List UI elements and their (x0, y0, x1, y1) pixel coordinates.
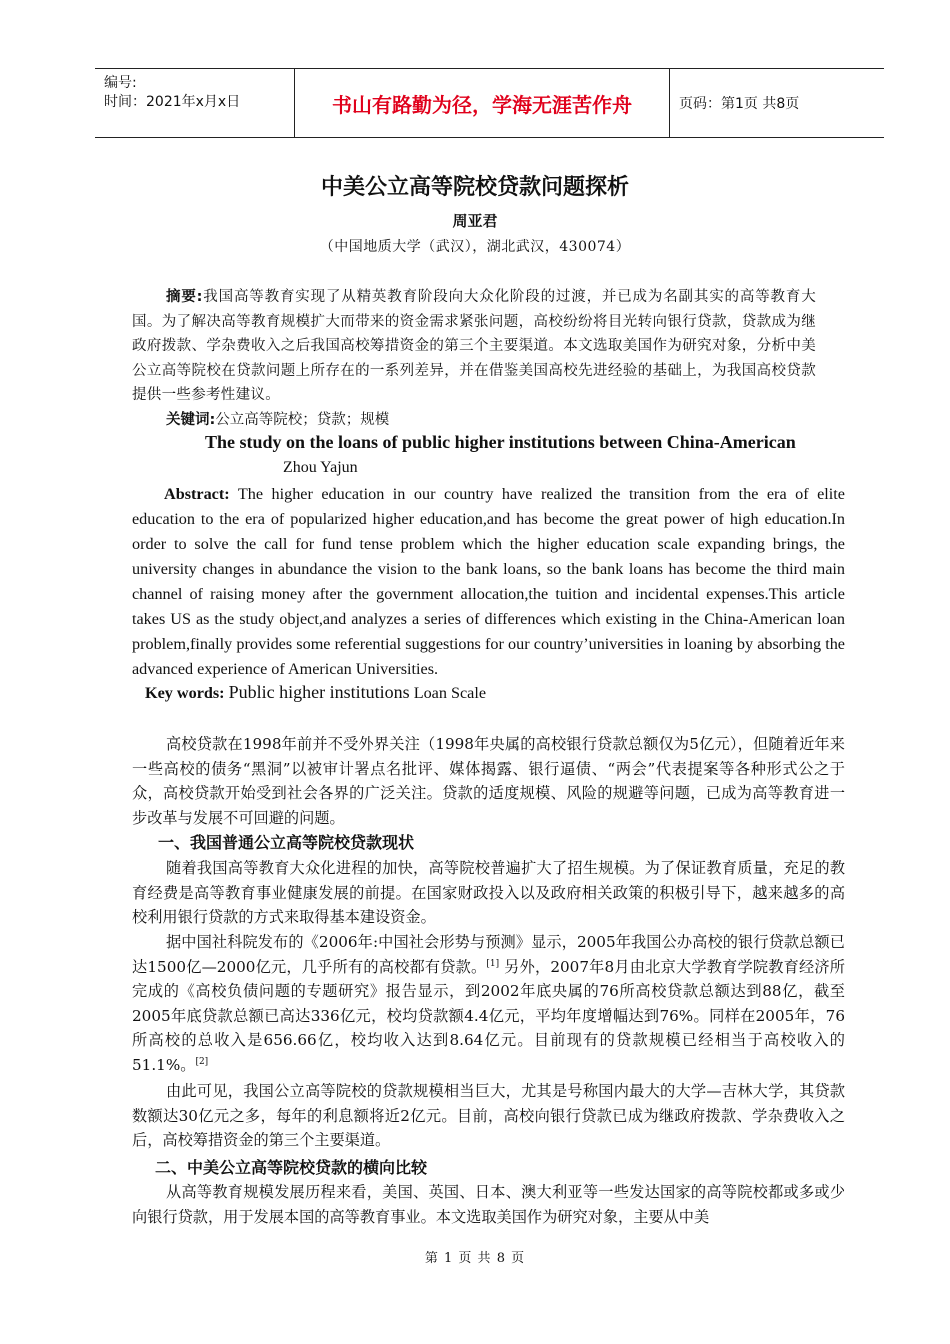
citation-2: [2] (195, 1056, 209, 1067)
header-motto-cell (294, 69, 670, 137)
en-keywords-rest: Loan Scale (409, 684, 487, 702)
cn-keywords (166, 408, 389, 429)
body-paragraph-2: 随着我国高等教育大众化进程的加快，高等院校普遍扩大了招生规模。为了保证教育质量，充足的教育经费是高等教育事业健康发展的前提。在国家财政投入以及政府相关政策的积极引导下，越来越多的高校利用银行贷款的方式来取得基本建设资金。 (132, 859, 845, 926)
body-paragraph-4: 由此可见，我国公立高等院校的贷款规模相当巨大，尤其是号称国内最大的大学—吉林大学，其贷款数额达30亿元之多，每年的利息额将近2亿元。目前，高校向银行贷款已成为继政府拨款、学杂费收入之后，高校筹措资金的第三个主要渠道。 (132, 1082, 845, 1149)
en-abstract-label: Abstract: (164, 485, 230, 503)
paper-title: 中美公立高等院校贷款问题探析 (320, 175, 629, 200)
cn-abstract-label: 摘要: (166, 289, 203, 305)
header-motto: 书山有路勤为径，学海无涯苦作舟 (332, 93, 632, 117)
cn-keywords-text: 公立高等院校；贷款；规模 (215, 412, 390, 428)
citation-1: [1] (486, 958, 500, 969)
cn-keywords-label: 关键词: (166, 412, 216, 428)
paper-affiliation: （中国地质大学（武汉），湖北武汉，430074） (319, 239, 631, 255)
section-heading-1: 一、我国普通公立高等院校贷款现状 (158, 833, 415, 852)
body-paragraph-3 (132, 930, 845, 1077)
header-page-cell (669, 69, 884, 137)
en-abstract-text: The higher education in our country have realized the transition from the era of elite education to the era of popularized higher education,and has become the great power of high education.In order to solve the call for fund tense problem which the higher education scale expanding brings, the university changes in abundance the vision to the bank loans, so the bank loans has become the third main channel of raising money after the government allocation,the tuition and incidental expenses.This article takes US as the study object,and analyzes a series of differences which existing in the China-American loan problem,finally provides some referential suggestions for our country’universities in loaning by absorbing the advanced experience of American Universities. (132, 485, 845, 678)
en-author: Zhou Yajun (283, 459, 358, 476)
paper-author: 周亚君 (452, 212, 498, 230)
body-paragraph-1: 高校贷款在1998年前并不受外界关注（1998年央属的高校银行贷款总额仅为5亿元），但随着近年来一些高校的债务“黑洞”以被审计署点名批评、媒体揭露、银行逼债、“两会”代表提案等各种形式公之于众，高校贷款开始受到社会各界的广泛关注。贷款的适度规模、风险的规避等问题，已成为高等教育进一步改革与发展不可回避的问题。 (132, 735, 845, 827)
page-header (95, 68, 884, 138)
en-keywords (145, 682, 486, 703)
page-footer: 第 1 页 共 8 页 (424, 1251, 526, 1266)
en-abstract (132, 482, 845, 682)
body-paragraph-5: 从高等教育规模发展历程来看，美国、英国、日本、澳大利亚等一些发达国家的高等院校都或多或少向银行贷款，用于发展本国的高等教育事业。本文选取美国作为研究对象，主要从中美 (132, 1183, 845, 1226)
cn-abstract-text: 我国高等教育实现了从精英教育阶段向大众化阶段的过渡，并已成为名副其实的高等教育大国。为了解决高等教育规模扩大而带来的资金需求紧张问题，高校纷纷将目光转向银行贷款，贷款成为继政府拨款、学杂费收入之后我国高校筹措资金的第三个主要渠道。本文选取美国作为研究对象，分析中美公立高等院校在贷款问题上所存在的一系列差异，并在借鉴美国高校先进经验的基础上，为我国高校贷款提供一些参考性建议。 (132, 289, 816, 403)
section-heading-2: 二、中美公立高等院校贷款的横向比较 (155, 1158, 428, 1177)
header-meta-cell (95, 69, 294, 137)
cn-abstract (132, 285, 816, 408)
header-page-info: 页码：第1页 共8页 (679, 96, 800, 112)
doc-time: 时间：2021年x月x日 (104, 94, 241, 110)
doc-number-label: 编号: (104, 75, 137, 91)
en-title: The study on the loans of public higher institutions between China-American (205, 432, 796, 452)
en-keywords-label: Key words: (145, 684, 225, 702)
en-keywords-first: Public higher institutions (228, 682, 410, 702)
body-paragraph-3b: 另外，2007年8月由北京大学教育学院教育经济所完成的《高校负债问题的专题研究》报告显示，到2002年底央属的76所高校贷款总额达到88亿，截至2005年底贷款总额已高达336亿元，校均贷款额4.4亿元，平均年度增幅达到76%。同样在2005年，76所高校的总收入是656.66亿，校均收入达到8.64亿元。目前现有的贷款规模已经相当于高校收入的51.1%。 (132, 957, 845, 1074)
body-paragraph-3a: 据中国社科院发布的《2006年:中国社会形势与预测》显示，2005年我国公办高校的银行贷款总额已达1500亿—2000亿元，几乎所有的高校都有贷款。 (132, 933, 845, 976)
